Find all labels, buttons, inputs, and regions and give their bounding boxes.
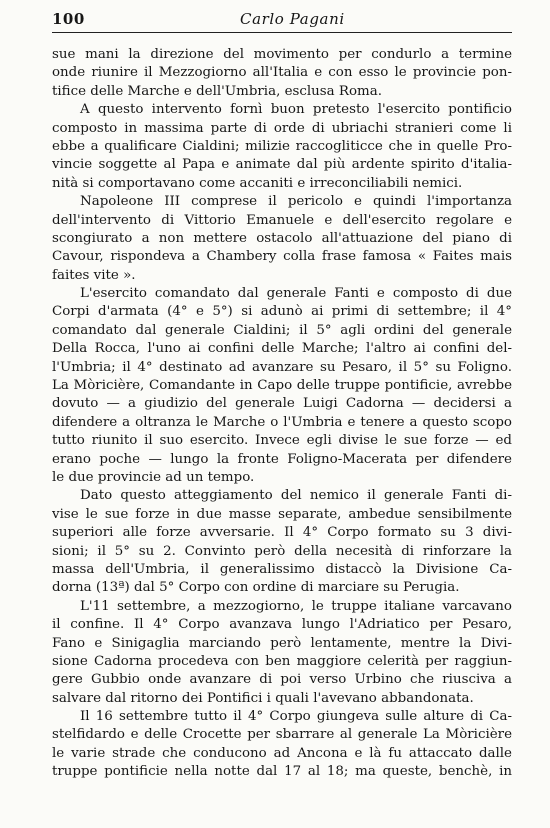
text-line: Napoleone III comprese il pericolo e quindi l'importanza [80, 194, 512, 210]
text-line: Cavour, rispondeva a Chambery colla frase famosa « Faites mais [52, 249, 512, 265]
text-line: tifice delle Marche e dell'Umbria, esclusa Roma. [52, 83, 382, 99]
page-number: 100 [52, 10, 85, 28]
text-line: dovuto — a giudizio del generale Luigi Cadorna — decidersi a [52, 396, 512, 412]
text-line: Fano e Sinigaglia marciando però lentamente, mentre la Divi- [52, 635, 512, 651]
text-line: truppe pontificie nella notte dal 17 al 18; ma queste, benchè, in [52, 764, 512, 780]
text-line: faites vite ». [52, 267, 136, 283]
text-line: vise le sue forze in due masse separate, ambedue sensibilmente [52, 506, 512, 522]
text-line: dorna (13ª) dal 5° Corpo con ordine di marciare su Perugia. [52, 580, 460, 596]
text-line: comandato dal generale Cialdini; il 5° agli ordini del generale [52, 322, 512, 338]
running-head: Carlo Pagani [240, 10, 345, 28]
page-header [52, 8, 512, 33]
text-line: vincie soggette al Papa e animate dal più ardente spirito d'italia- [52, 157, 512, 173]
text-line: massa dell'Umbria, il generalissimo distaccò la Divisione Ca- [52, 561, 512, 577]
text-line: L'esercito comandato dal generale Fanti e composto di due [80, 286, 512, 302]
body-text [52, 46, 512, 782]
text-line: Dato questo atteggiamento del nemico il generale Fanti di- [80, 488, 512, 504]
text-line: Della Rocca, l'uno ai confini delle Marche; l'altro ai confini del- [52, 341, 512, 357]
text-line: dell'intervento di Vittorio Emanuele e dell'esercito regolare e [52, 212, 512, 228]
text-line: le varie strade che conducono ad Ancona e là fu attaccato dalle [52, 745, 512, 761]
text-line: sue mani la direzione del movimento per condurlo a termine [52, 47, 512, 62]
text-line: superiori alle forze avversarie. Il 4° Corpo formato su 3 divi- [52, 525, 512, 541]
text-line: sione Cadorna procedeva con ben maggiore celerità per raggiun- [52, 653, 512, 669]
text-line: il confine. Il 4° Corpo avanzava lungo l'Adriatico per Pesaro, [52, 617, 512, 633]
text-line: sioni; il 5° su 2. Convinto però della necesità di rinforzare la [52, 543, 512, 559]
text-line: nità si comportavano come accaniti e irreconciliabili nemici. [52, 175, 463, 191]
text-line: Corpi d'armata (4° e 5°) si adunò ai primi di settembre; il 4° [52, 304, 512, 320]
text-line: La Mòricière, Comandante in Capo delle truppe pontificie, avrebbe [52, 378, 512, 394]
text-line: le due provincie ad un tempo. [52, 469, 255, 485]
text-line: Il 16 settembre tutto il 4° Corpo giungeva sulle alture di Ca- [80, 709, 512, 725]
text-line: tutto riunito il suo esercito. Invece egli divise le sue forze — ed [52, 433, 512, 449]
text-line: L'11 settembre, a mezzogiorno, le truppe italiane varcavano [80, 598, 512, 614]
text-line: salvare dal ritorno dei Pontifici i quali l'avevano abbandonata. [52, 690, 474, 706]
text-line: stelfidardo e delle Crocette per sbarrare al generale La Mòricière [52, 727, 512, 743]
text-line: difendere a oltranza le Marche o l'Umbria e tenere a questo scopo [52, 414, 512, 430]
text-line: gere Gubbio onde avanzare di poi verso Urbino che riusciva a [52, 672, 512, 688]
text-line: A questo intervento fornì buon pretesto l'esercito pontificio [80, 102, 512, 118]
text-line: l'Umbria; il 4° destinato ad avanzare su Pesaro, il 5° su Foligno. [52, 359, 512, 375]
text-line: onde riunire il Mezzogiorno all'Italia e con esso le provincie pon- [52, 65, 512, 81]
text-line: scongiurato a non mettere ostacolo all'attuazione del piano di [52, 230, 512, 246]
text-line: ebbe a qualificare Cialdini; milizie raccogliticce che in quelle Pro- [52, 138, 512, 154]
text-line: composto in massima parte di orde di ubriachi stranieri come li [52, 120, 512, 136]
text-line: erano poche — lungo la fronte Foligno-Macerata per difendere [52, 451, 512, 467]
